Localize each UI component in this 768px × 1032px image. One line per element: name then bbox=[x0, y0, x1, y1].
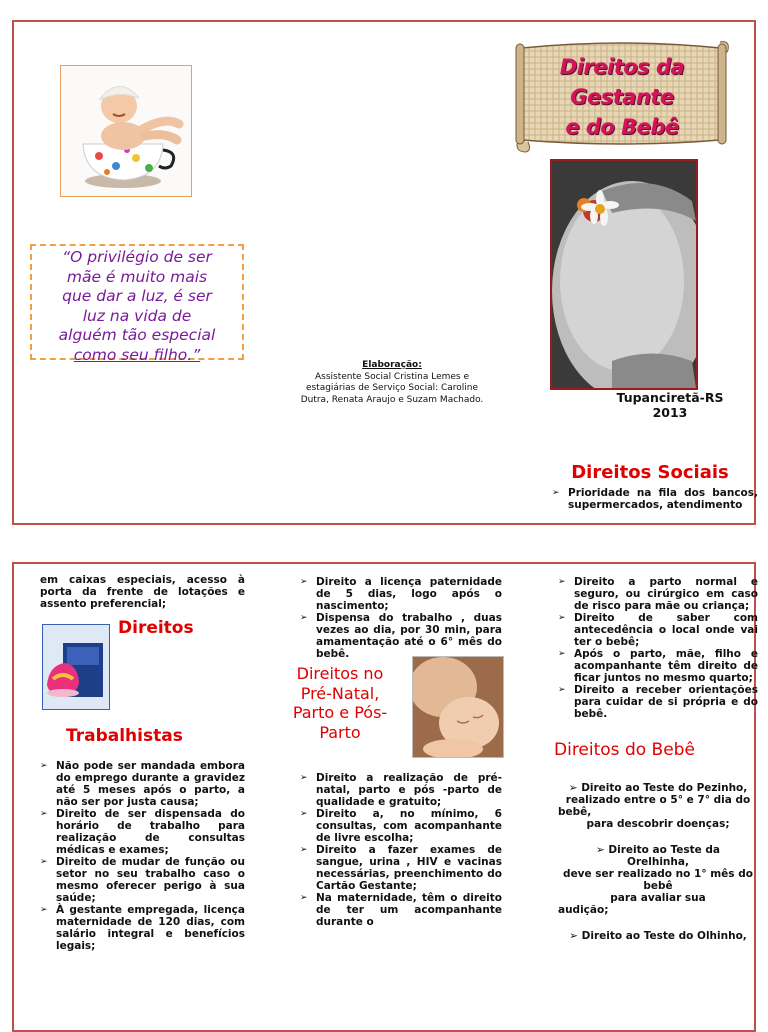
baby-item-line: bebê bbox=[643, 880, 673, 892]
baby-item-line: deve ser realizado no 1° mês do bbox=[563, 868, 753, 880]
title-line: e do Bebê bbox=[565, 115, 679, 139]
prenatal-item: ➢ Direito a fazer exames de sangue, urina , HIV e vacinas necessárias, preenchimento do Cartão Gestante; bbox=[300, 844, 502, 892]
labor-heading-line2: Trabalhistas bbox=[66, 726, 183, 746]
labor-item: ➢ À gestante empregada, licença maternidade de 120 dias, com salário integral e benefícios legais; bbox=[40, 904, 245, 952]
quote-line: que dar a luz, é ser bbox=[62, 287, 212, 305]
credits-block bbox=[272, 360, 512, 406]
city-label: Tupanciretã-RS bbox=[616, 390, 724, 405]
prenatal-item: ➢ Direito a, no mínimo, 6 consultas, com acompanhante de livre escolha; bbox=[300, 808, 502, 844]
prenatal-heading-line: Parto e Pós- bbox=[292, 703, 388, 722]
baby-item-line: Orelhinha, bbox=[627, 856, 689, 868]
prenatal-item: ➢ Direito de saber com antecedência o local onde vai ter o bebê; bbox=[558, 612, 758, 648]
prenatal-item: ➢ Após o parto, mãe, filho e acompanhante têm direito de ficar juntos no mesmo quarto; bbox=[558, 648, 758, 684]
bullet-text: ➢ Prioridade na fila dos bancos, supermercados, atendimento bbox=[552, 487, 758, 511]
location-year bbox=[600, 390, 740, 420]
baby-item-line: realizado entre o 5° e 7° dia do bbox=[565, 794, 751, 806]
mother-and-baby-photo bbox=[412, 656, 504, 758]
quote-line: como seu filho.” bbox=[73, 345, 201, 364]
column-middle bbox=[292, 576, 502, 928]
labor-item: ➢ Direito a licença paternidade de 5 dias, logo após o nascimento; bbox=[300, 576, 502, 612]
labor-item: ➢ Dispensa do trabalho , duas vezes ao dia, por 30 min, para amamentação até o 6° mês do bebê. bbox=[300, 612, 502, 660]
labor-item: ➢ Não pode ser mandada embora do emprego durante a gravidez até 5 meses após o parto, a não ser por justa causa; bbox=[40, 760, 245, 808]
social-rights-continued: em caixas especiais, acesso à porta da frente de lotações e assento preferencial; bbox=[40, 574, 245, 610]
credits-line: Assistente Social Cristina Lemes e bbox=[314, 371, 470, 382]
baby-rights-heading: Direitos do Bebê bbox=[554, 740, 695, 760]
baby-item-line: ➢ Direito ao Teste do Olhinho, bbox=[569, 930, 747, 942]
quote-line: mãe é muito mais bbox=[66, 267, 208, 286]
baby-item-line: ➢ Direito ao Teste da bbox=[595, 844, 721, 856]
labor-heading-line1: Direitos bbox=[118, 618, 194, 638]
baby-item-line: audição; bbox=[558, 904, 609, 916]
motherhood-quote bbox=[30, 244, 244, 364]
prenatal-item: ➢ Direito a parto normal e seguro, ou cirúrgico em caso de risco para mãe ou criança; bbox=[558, 576, 758, 612]
year-label: 2013 bbox=[652, 405, 688, 420]
quote-line: “O privilégio de ser bbox=[62, 248, 212, 266]
baby-rights-item bbox=[558, 782, 758, 830]
baby-rights-item bbox=[558, 930, 758, 942]
credits-line: estagiárias de Serviço Social: Caroline bbox=[305, 383, 479, 393]
prenatal-item: ➢ Direito a receber orientações para cuidar de si própria e do bebê. bbox=[558, 684, 758, 720]
social-rights-heading: Direitos Sociais bbox=[571, 462, 729, 483]
column-left bbox=[40, 574, 245, 952]
prenatal-heading-line: Pré-Natal, bbox=[300, 683, 380, 703]
labor-heading-block bbox=[40, 618, 245, 714]
labor-item: ➢ Direito de mudar de função ou setor no seu trabalho caso o mesmo oferecer perigo à sua saúde; bbox=[40, 856, 245, 904]
credits-heading: Elaboração: bbox=[362, 360, 422, 370]
shoe-and-workcard-photo bbox=[42, 624, 110, 710]
quote-line: luz na vida de bbox=[82, 306, 192, 325]
baby-item-line: para avaliar sua bbox=[610, 892, 706, 904]
prenatal-heading-line: Parto bbox=[319, 722, 361, 742]
prenatal-item: ➢ Na maternidade, têm o direito de ter um acompanhante durante o bbox=[300, 892, 502, 928]
credits-line: Dutra, Renata Araujo e Suzam Machado. bbox=[300, 394, 484, 405]
brochure-title bbox=[520, 52, 724, 142]
baby-item-line: bebê, bbox=[558, 806, 592, 818]
baby-item-line: para descobrir doenças; bbox=[586, 818, 730, 830]
social-rights-item bbox=[552, 487, 758, 511]
pregnant-belly-photo bbox=[550, 159, 698, 390]
baby-in-teacup-photo bbox=[60, 65, 192, 197]
quote-line: alguém tão especial bbox=[58, 326, 216, 344]
column-right bbox=[554, 576, 758, 942]
baby-item-line: ➢ Direito ao Teste do Pezinho, bbox=[568, 782, 748, 794]
labor-item: ➢ Direito de ser dispensada do horário de trabalho para realização de consultas médicas e exames; bbox=[40, 808, 245, 856]
prenatal-heading-block bbox=[292, 662, 502, 766]
prenatal-heading-line: Direitos no bbox=[296, 664, 384, 683]
title-line: Direitos da Gestante bbox=[559, 55, 685, 109]
prenatal-item: ➢ Direito a realização de pré-natal, parto e pós -parto de qualidade e gratuito; bbox=[300, 772, 502, 808]
baby-rights-item bbox=[558, 844, 758, 916]
prenatal-heading bbox=[280, 664, 400, 742]
